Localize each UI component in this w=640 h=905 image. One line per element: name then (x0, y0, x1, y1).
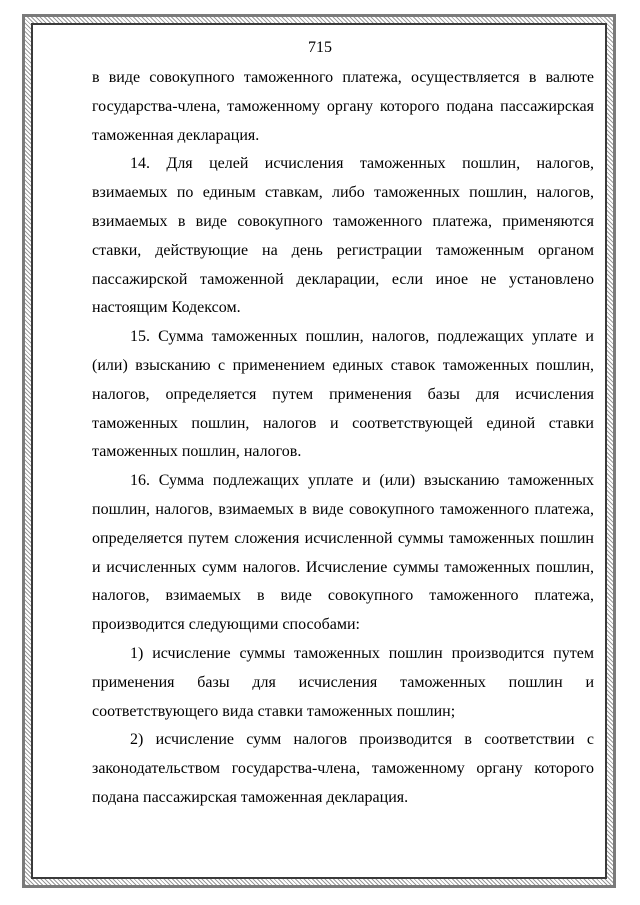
paragraph-item-15: 15. Сумма таможенных пошлин, налогов, подлежащих уплате и (или) взысканию с применением единых ставок таможенных пошлин, налогов, определяется путем применения базы для исчисления таможенных пошлин, налогов и соответствующей единой ставки таможенных пошлин, налогов. (92, 328, 594, 461)
paragraph-item-14: 14. Для целей исчисления таможенных пошлин, налогов, взимаемых по единым ставкам, либо таможенных пошлин, налогов, взимаемых в виде совокупного таможенного платежа, применяются ставки, действующие на день регистрации таможенным органом пассажирской таможенной декларации, если иное не установлено настоящим Кодексом. (92, 155, 594, 317)
paragraph-subitem-2: 2) исчисление сумм налогов производится в соответствии с законодательством государства-члена, таможенному органу которого подана пассажирская таможенная декларация. (92, 731, 594, 806)
paragraph-continuation: в виде совокупного таможенного платежа, осуществляется в валюте государства-члена, таможенному органу которого подана пассажирская таможенная декларация. (92, 69, 594, 144)
document-body (92, 64, 594, 813)
page-number: 715 (308, 39, 332, 56)
paragraph-item-16: 16. Сумма подлежащих уплате и (или) взысканию таможенных пошлин, налогов, взимаемых в виде совокупного таможенного платежа, определяется путем сложения исчисленной суммы таможенных пошлин и исчисленных сумм налогов. Исчисление суммы таможенных пошлин, налогов, взимаемых в виде совокупного таможенного платежа, производится следующими способами: (92, 472, 594, 634)
paragraph-subitem-1: 1) исчисление суммы таможенных пошлин производится путем применения базы для исчисления таможенных пошлин и соответствующего вида ставки таможенных пошлин; (92, 644, 594, 720)
